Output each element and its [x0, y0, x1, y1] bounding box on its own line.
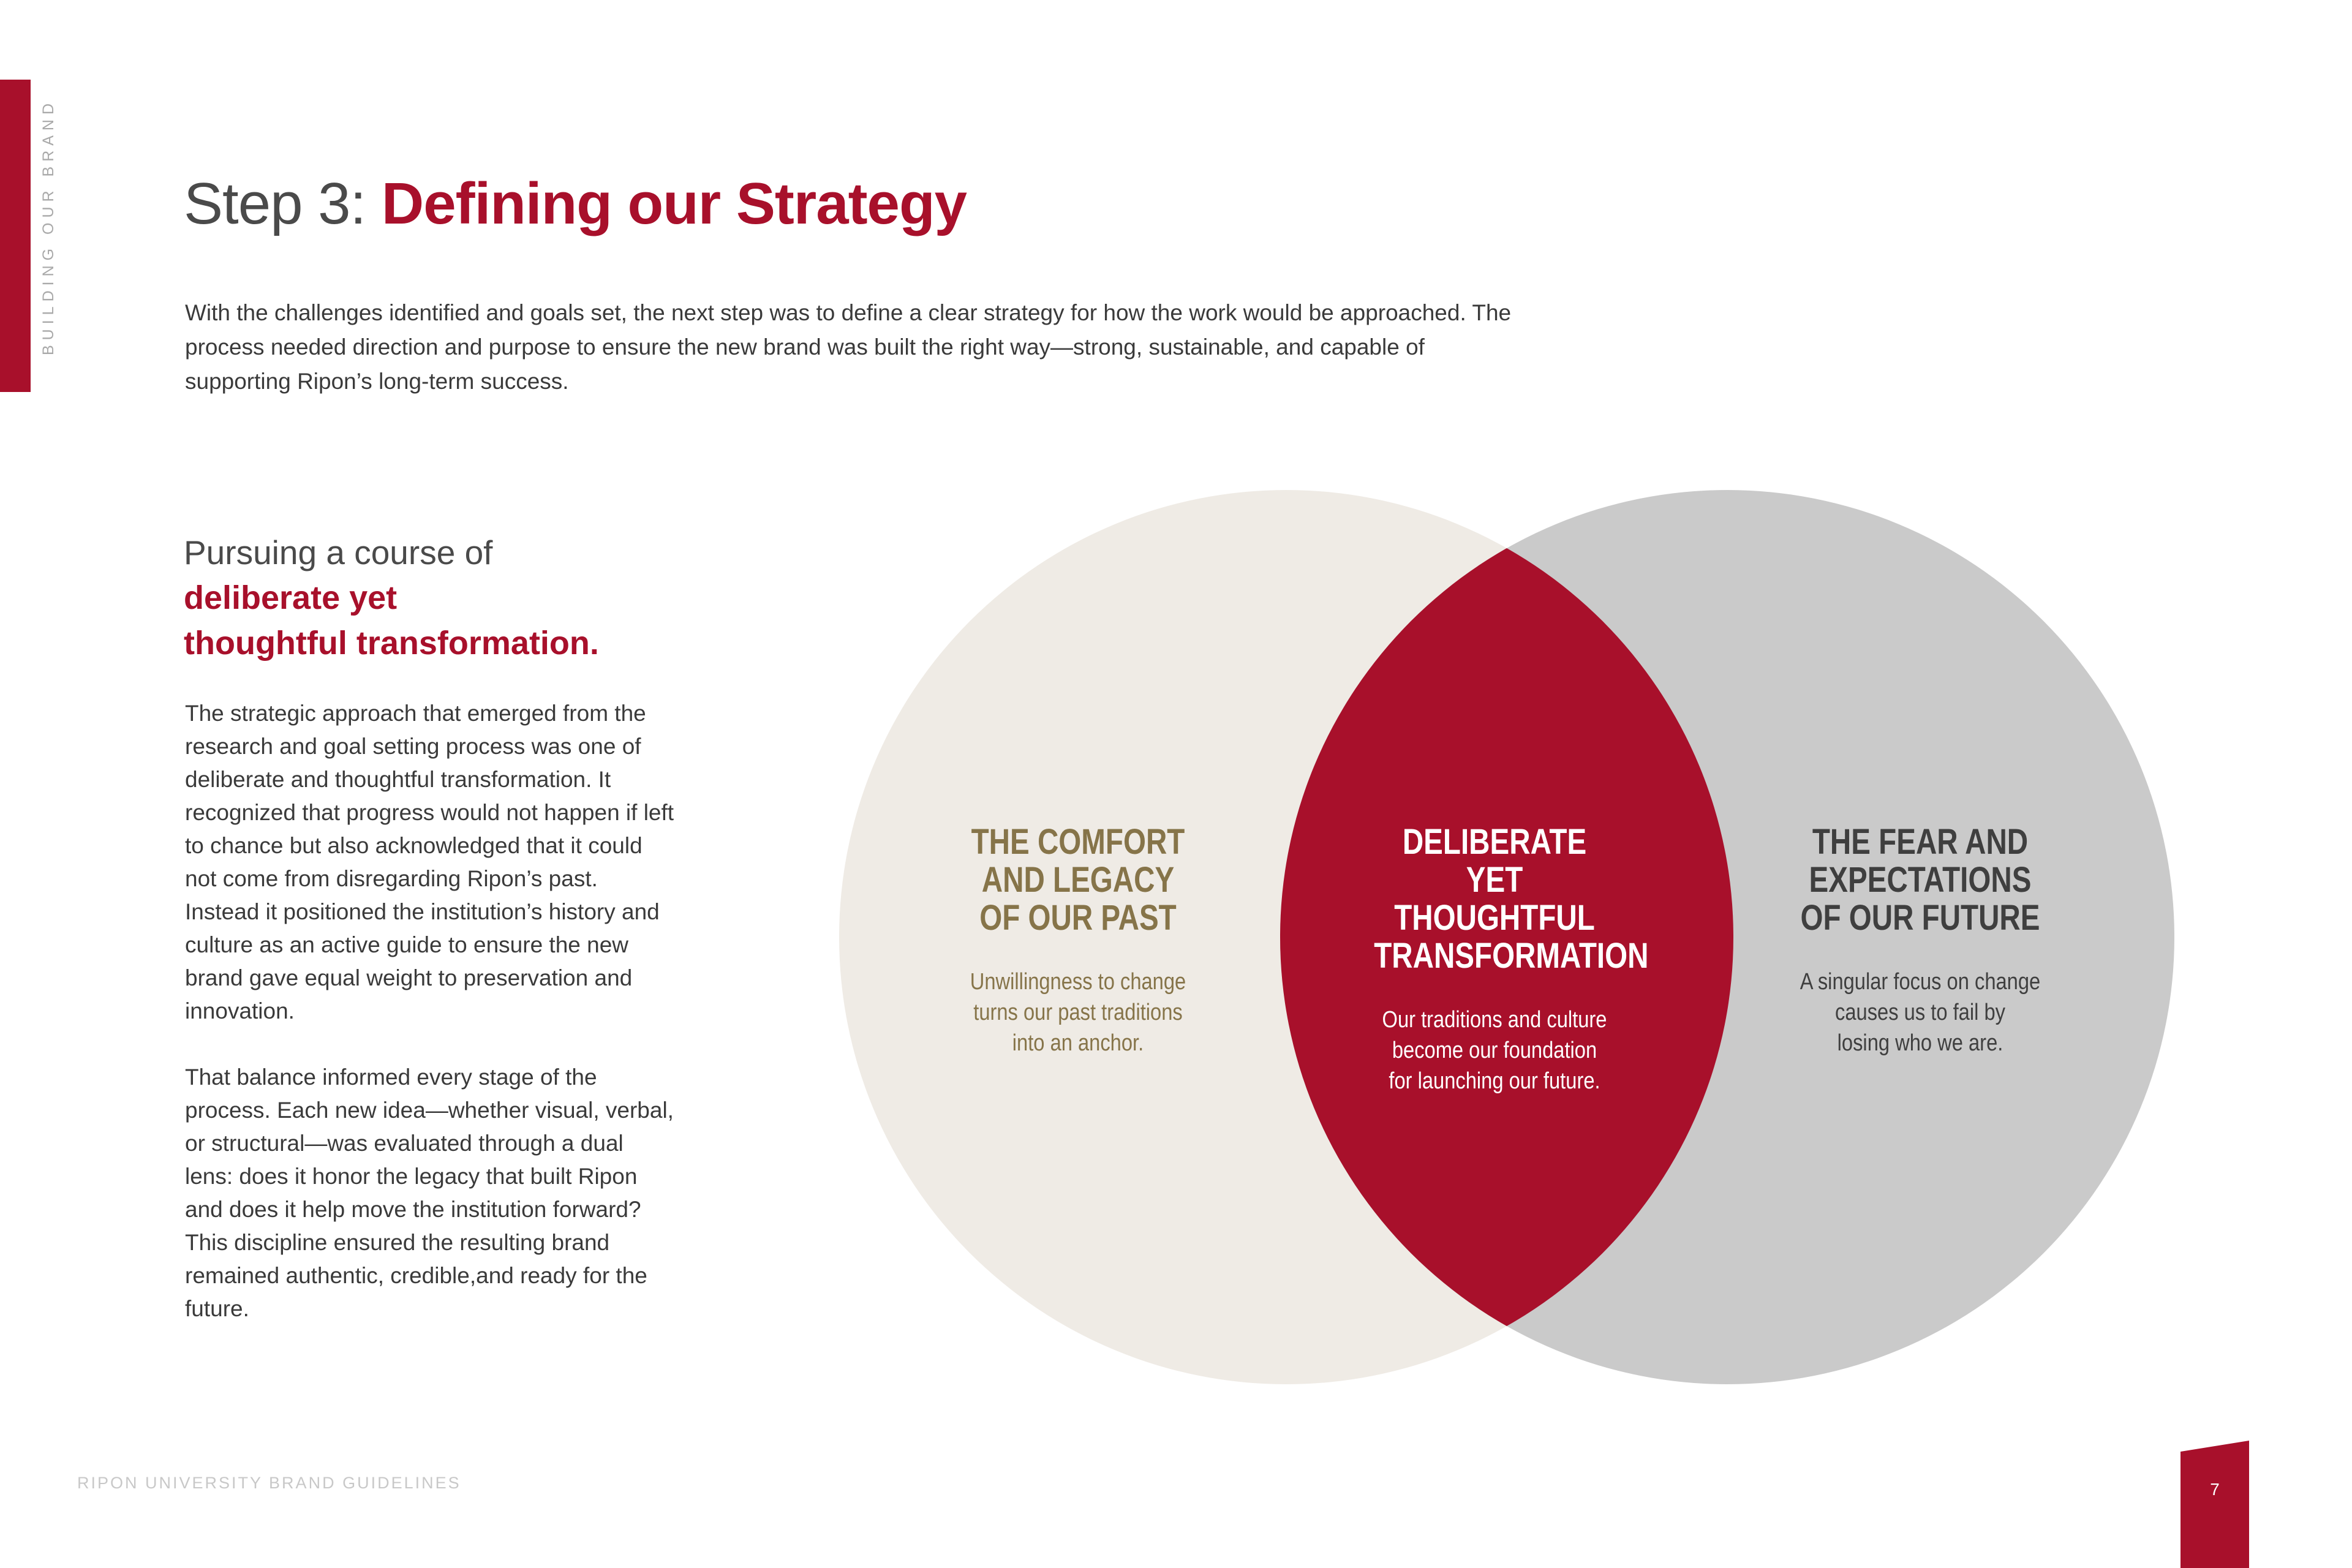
venn-future-heading-line: EXPECTATIONS: [1809, 860, 2032, 900]
venn-overlap-heading-line: DELIBERATE: [1402, 822, 1587, 862]
page-title-emphasis: Defining our Strategy: [381, 171, 967, 236]
page-title-prefix: Step 3:: [184, 171, 382, 236]
venn-past-heading-line: OF OUR PAST: [979, 898, 1177, 938]
venn-future-heading-line: THE FEAR AND: [1812, 822, 2029, 862]
body-paragraph-2: That balance informed every stage of the process. Each new idea—whether visual, verbal, or structural—was evaluated through a dual lens: does it honor the legacy that built Ripon and does it help move the institution forward? This discipline ensured the resulting brand remained authentic, credible,and ready for the future.: [185, 1065, 674, 1321]
page-number-tab: [2180, 1441, 2249, 1568]
footer-document-title: RIPON UNIVERSITY BRAND GUIDELINES: [77, 1474, 461, 1492]
subhead-line-3: thoughtful transformation.: [184, 625, 599, 662]
venn-future-description-line: losing who we are.: [1837, 1030, 2003, 1056]
page-number: 7: [2210, 1480, 2220, 1499]
venn-overlap-heading-line: YET THOUGHTFUL: [1394, 860, 1595, 938]
venn-future-description: [1789, 967, 2052, 1058]
venn-past-description-line: turns our past traditions: [973, 1000, 1183, 1025]
venn-past-block: [931, 823, 1225, 1058]
venn-overlap-description: [1368, 1005, 1621, 1096]
venn-past-heading: [957, 823, 1199, 937]
venn-past-description: [952, 967, 1205, 1058]
venn-past-heading-line: THE COMFORT: [971, 822, 1185, 862]
venn-future-heading-line: OF OUR FUTURE: [1800, 898, 2040, 938]
venn-future-heading: [1795, 823, 2046, 937]
subhead-line-1: Pursuing a course of: [184, 533, 493, 571]
venn-future-block: [1767, 823, 2073, 1058]
venn-overlap-description-line: for launching our future.: [1389, 1068, 1600, 1094]
venn-future-description-line: causes us to fail by: [1835, 1000, 2005, 1025]
venn-future-description-line: A singular focus on change: [1800, 969, 2041, 995]
body-paragraph-1: The strategic approach that emerged from the research and goal setting process was one of deliberate and thoughtful transformation. It recognized that progress would not happen if left to chance but also acknowledged that it could not come from disregarding Ripon’s past. Instead it positioned the institution’s history and culture as an active guide to ensure the new brand gave equal weight to preservation and innovation.: [185, 701, 674, 1023]
venn-past-heading-line: AND LEGACY: [981, 860, 1175, 900]
venn-overlap-description-line: become our foundation: [1392, 1038, 1597, 1063]
venn-overlap-description-line: Our traditions and culture: [1382, 1007, 1607, 1033]
venn-overlap-block: [1348, 822, 1649, 1096]
subhead-line-2: deliberate yet: [184, 579, 398, 616]
venn-past-description-line: Unwillingness to change: [970, 969, 1186, 995]
intro-paragraph: With the challenges identified and goals set, the next step was to define a clear strategy for how the work would be approached. The process needed direction and purpose to ensure the new brand was built the right way—strong, sustainable, and capable of supporting Ripon’s long-term success.: [185, 300, 1512, 394]
venn-overlap-heading-line: TRANSFORMATION: [1374, 936, 1649, 976]
venn-past-description-line: into an anchor.: [1012, 1030, 1144, 1056]
section-label: BUILDING OUR BRAND: [40, 98, 57, 355]
venn-overlap-heading: [1374, 822, 1649, 976]
